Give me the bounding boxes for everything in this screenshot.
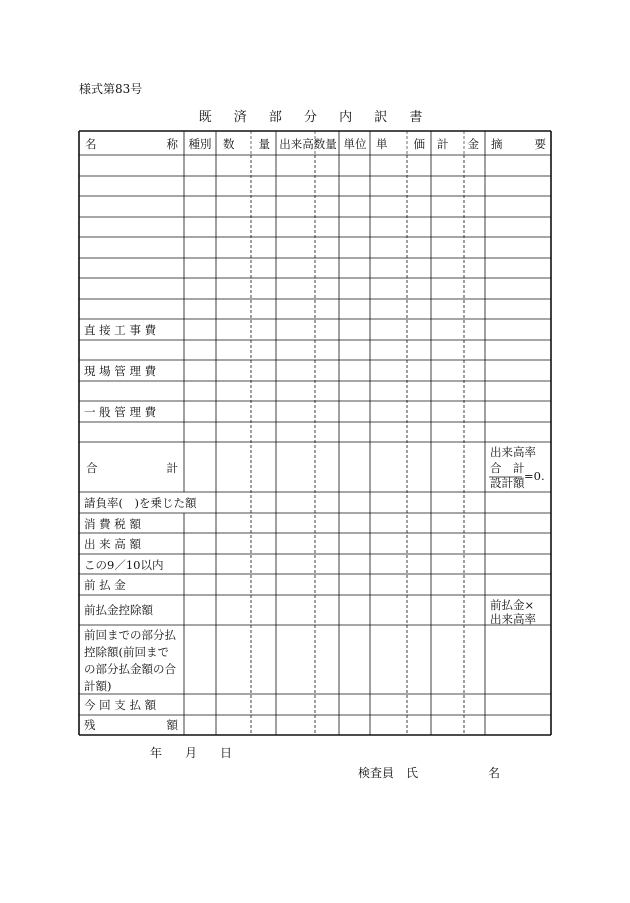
remark-advance-formula-1: 前払金× bbox=[490, 598, 535, 612]
header-remarks-2: 要 bbox=[534, 137, 546, 151]
row-output-amount: 出 来 高 額 bbox=[84, 537, 141, 551]
row-site-management: 現 場 管 理 費 bbox=[84, 364, 157, 378]
inspector-label: 検査員 氏 bbox=[358, 766, 419, 780]
form-number: 様式第83号 bbox=[79, 82, 143, 96]
row-current-payment: 今 回 支 払 額 bbox=[84, 698, 157, 712]
remark-output-rate: 出来高率 bbox=[490, 445, 536, 459]
row-general-management: 一 般 管 理 費 bbox=[84, 405, 157, 419]
header-price-2: 価 bbox=[413, 137, 425, 151]
row-previous-paid-line: 前回までの部分払 bbox=[84, 628, 176, 642]
row-direct-cost: 直 接 工 事 費 bbox=[84, 323, 157, 337]
header-type: 種別 bbox=[188, 137, 212, 151]
header-remarks-1: 摘 bbox=[491, 137, 503, 151]
inspector-name-suffix: 名 bbox=[488, 766, 501, 780]
date-month: 月 bbox=[185, 746, 198, 760]
row-nine-tenths: この9／10以内 bbox=[84, 558, 164, 572]
header-total-1: 計 bbox=[437, 137, 449, 151]
header-qty-1: 数 bbox=[223, 137, 235, 151]
header-total-2: 金 bbox=[467, 137, 479, 151]
date-day: 日 bbox=[220, 746, 233, 760]
row-previous-paid-line: 控除額(前回まで bbox=[84, 645, 169, 659]
date-year: 年 bbox=[150, 746, 163, 760]
row-total-right: 計 bbox=[166, 461, 178, 475]
row-contract-rate: 請負率( )を乗じた額 bbox=[84, 496, 197, 510]
header-unit: 単位 bbox=[343, 137, 367, 151]
row-advance-deduction: 前払金控除額 bbox=[84, 603, 153, 617]
remark-ratio-numerator: 合 計 bbox=[490, 461, 525, 475]
header-output-qty: 出来高数量 bbox=[279, 137, 337, 151]
row-balance-right: 額 bbox=[166, 718, 178, 732]
row-consumption-tax: 消 費 税 額 bbox=[84, 517, 141, 531]
remark-ratio-denominator: 設計額 bbox=[490, 476, 525, 490]
header-name-1: 名 bbox=[85, 137, 97, 151]
row-previous-paid-line: の部分払金額の合 bbox=[84, 662, 176, 676]
remark-ratio-result: =0. bbox=[524, 469, 545, 483]
header-name-2: 称 bbox=[166, 137, 178, 151]
document-title: 既 済 部 分 内 訳 書 bbox=[198, 110, 432, 125]
row-previous-paid-line: 計額) bbox=[84, 679, 112, 693]
row-total-left: 合 bbox=[86, 461, 98, 475]
header-price-1: 単 bbox=[376, 137, 388, 151]
remark-advance-formula-2: 出来高率 bbox=[490, 612, 536, 626]
row-balance-left: 残 bbox=[84, 718, 96, 732]
row-advance-payment: 前 払 金 bbox=[84, 578, 126, 592]
header-qty-2: 量 bbox=[258, 137, 270, 151]
